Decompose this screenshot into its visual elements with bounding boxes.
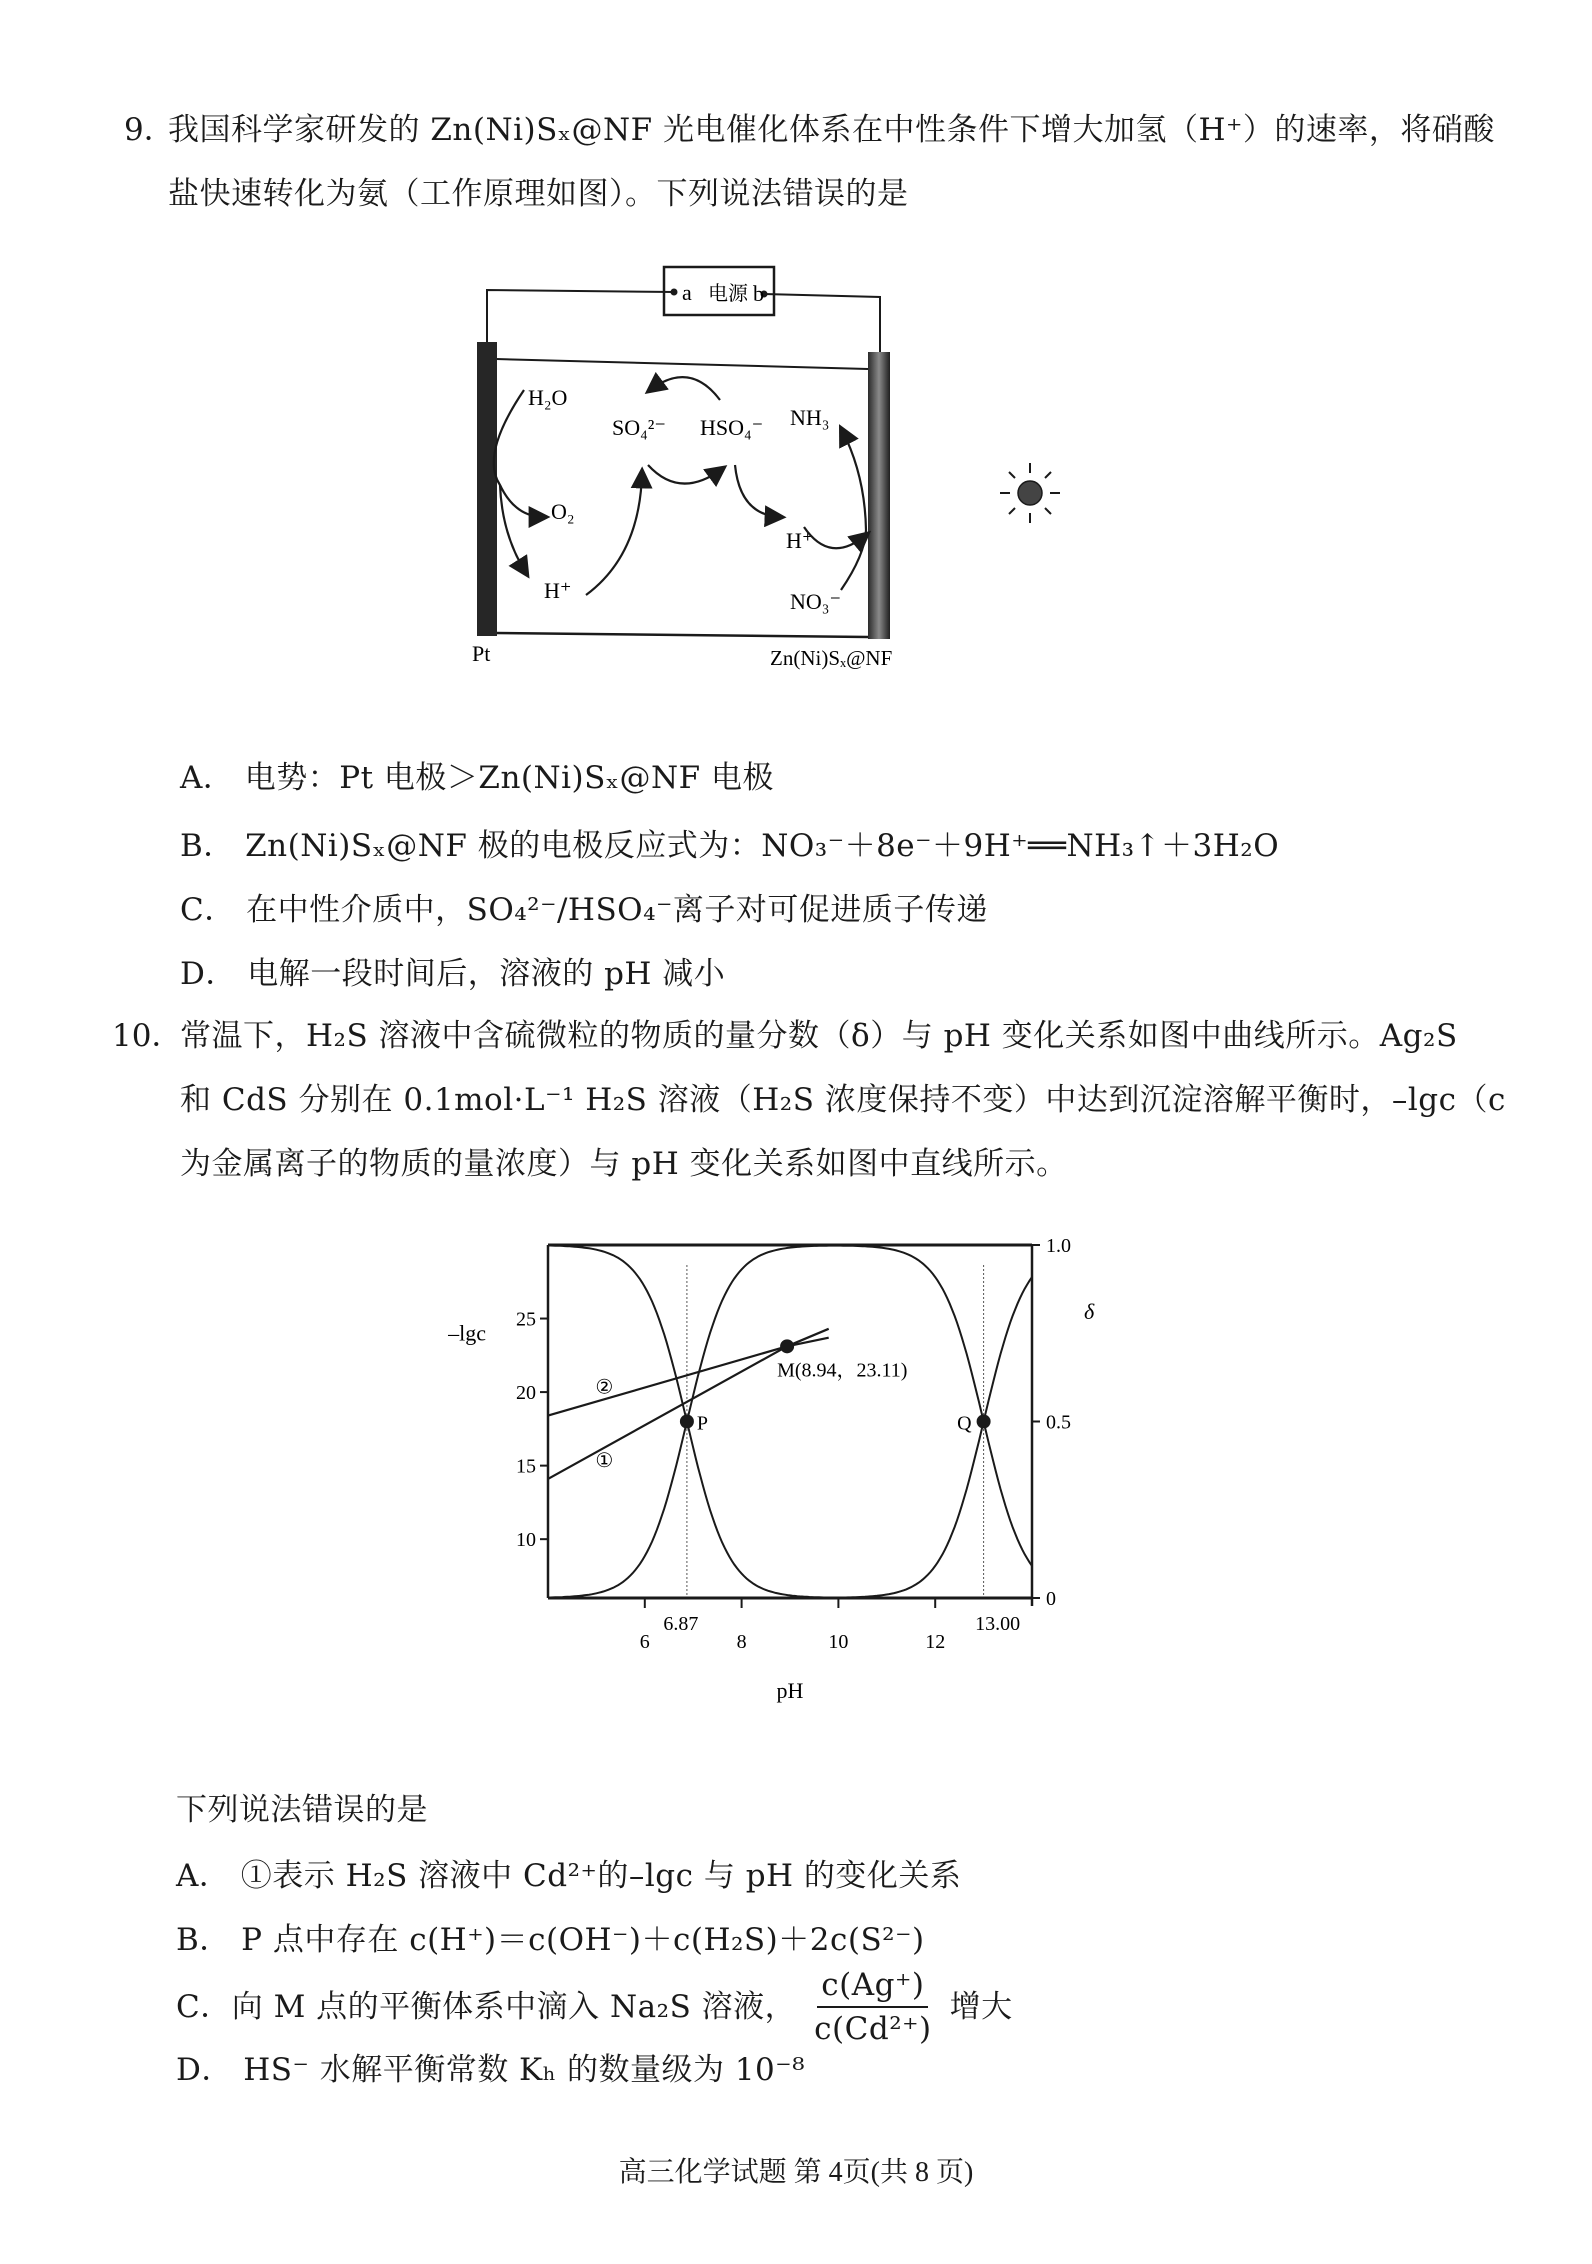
electrolysis-diagram (460, 255, 1100, 675)
q10-prompt: 下列说法错误的是 (176, 1792, 428, 1828)
y-tick-label-right: 1.0 (1046, 1235, 1071, 1257)
q10-option-d[interactable] (176, 2050, 805, 2090)
q10-stem-line2: 和 CdS 分别在 0.1mol·L⁻¹ H₂S 溶液（H₂S 浓度保持不变）中达到沉淀溶解平衡时，–lgc（c (180, 1082, 1506, 1118)
page-footer: 高三化学试题 第 4页(共 8 页) (618, 2157, 974, 2188)
species-h-left: H⁺ (544, 578, 572, 603)
y-tick-label-left: 15 (516, 1455, 536, 1478)
point-q (977, 1415, 991, 1429)
ratio-denominator: c(Cd²⁺) (814, 2011, 932, 2047)
chart-labels (447, 1235, 1095, 1703)
pt-label: Pt (472, 641, 491, 666)
q9-option-c[interactable] (180, 890, 988, 930)
left-axis-label: –lgc (448, 1320, 486, 1346)
pt-electrode (477, 342, 497, 636)
pka-label: 13.00 (975, 1613, 1021, 1635)
q9-option-c-text: 在中性介质中，SO₄²⁻/HSO₄⁻离子对可促进质子传递 (246, 892, 988, 928)
q9-option-b-letter: B． (180, 828, 235, 864)
right-axis-label: δ (1084, 1299, 1095, 1325)
q10-stem-line1: 常温下，H₂S 溶液中含硫微粒的物质的量分数（δ）与 pH 变化关系如图中曲线所示。Ag₂S (180, 1018, 1458, 1054)
x-axis-label: pH (776, 1678, 804, 1703)
species-nh3: NH₃ (790, 405, 830, 430)
q10-option-c-letter: C． (176, 1989, 232, 2025)
q10-option-c[interactable] (176, 1966, 1013, 2048)
point-p (680, 1415, 694, 1429)
q10-option-b-text: P 点中存在 c(H⁺)＝c(OH⁻)＋c(H₂S)＋2c(S²⁻) (241, 1922, 925, 1958)
ratio-numerator: c(Ag⁺) (817, 1966, 928, 2008)
power-label: 电源 (708, 283, 748, 305)
q10-option-b[interactable] (176, 1920, 925, 1960)
q10-option-d-letter: D． (176, 2052, 233, 2088)
y-tick-label-left: 20 (516, 1382, 536, 1405)
q10-option-c-suffix: 增大 (949, 1989, 1013, 2025)
q10-stem-line3: 为金属离子的物质的量浓度）与 pH 变化关系如图中直线所示。 (180, 1146, 1068, 1182)
q9-option-a-letter: A． (180, 760, 235, 796)
line-label-1: ① (595, 1449, 614, 1472)
species-h2o: H₂O (528, 385, 568, 410)
point-m (780, 1339, 794, 1353)
concentration-ratio (810, 1966, 935, 2048)
y-tick-label-left: 10 (516, 1529, 536, 1552)
q9-option-d-letter: D． (180, 956, 237, 992)
point-label-p: P (696, 1412, 709, 1435)
x-tick-label: 10 (828, 1631, 849, 1653)
species-so4: SO₄²⁻ (612, 415, 667, 440)
point-label-q: Q (957, 1412, 972, 1435)
q9-option-b[interactable] (180, 826, 1279, 866)
y-tick-label-right: 0 (1046, 1588, 1056, 1610)
q10-option-b-letter: B． (176, 1922, 231, 1958)
y-tick-label-left: 25 (516, 1308, 536, 1331)
x-tick-label: 6 (639, 1631, 650, 1653)
q10-option-d-text: HS⁻ 水解平衡常数 Kₕ 的数量级为 10⁻⁸ (243, 2052, 806, 2088)
q9-option-a-text: 电势：Pt 电极＞Zn(Ni)Sₓ@NF 电极 (244, 760, 775, 796)
species-no3: NO₃⁻ (790, 589, 842, 614)
q9-option-d[interactable] (180, 954, 725, 994)
x-tick-label: 8 (736, 1631, 747, 1653)
y-tick-label-right: 0.5 (1046, 1411, 1071, 1434)
q10-option-c-text: 向 M 点的平衡体系中滴入 Na₂S 溶液， (231, 1989, 797, 2025)
x-tick-label: 12 (925, 1631, 946, 1653)
species-hso4: HSO₄⁻ (700, 415, 764, 440)
point-label-m: M(8.94，23.11) (777, 1359, 908, 1382)
power-supply (664, 267, 774, 315)
q9-number: 9． (124, 112, 175, 148)
q9-stem-line2: 盐快速转化为氨（工作原理如图）。下列说法错误的是 (168, 176, 909, 212)
q9-option-a[interactable] (180, 758, 774, 798)
sun-icon (1000, 463, 1060, 523)
line-label-2: ② (595, 1376, 614, 1399)
q10-option-a[interactable] (176, 1856, 961, 1896)
q10-option-a-letter: A． (176, 1858, 231, 1894)
pka-label: 6.87 (663, 1613, 699, 1635)
species-h-right: H⁺ (786, 528, 814, 553)
speciation-chart (420, 1220, 1100, 1720)
q9-option-d-text: 电解一段时间后，溶液的 pH 减小 (247, 956, 726, 992)
znnis-electrode (868, 352, 890, 639)
species-o2: O₂ (551, 499, 575, 524)
terminal-b-label: b (753, 281, 764, 306)
chart-points (680, 1339, 991, 1428)
q9-stem-line1: 我国科学家研发的 Zn(Ni)Sₓ@NF 光电催化体系在中性条件下增大加氢（H⁺）的速率，将硝酸 (168, 112, 1495, 148)
znnis-label: Zn(Ni)Sₓ@NF (770, 646, 893, 670)
q10-number: 10． (112, 1018, 183, 1054)
q9-option-c-letter: C． (180, 892, 236, 928)
terminal-a-label: a (682, 280, 692, 305)
q10-option-a-text: ①表示 H₂S 溶液中 Cd²⁺的–lgc 与 pH 的变化关系 (240, 1858, 962, 1894)
q9-option-b-text: Zn(Ni)Sₓ@NF 极的电极反应式为：NO₃⁻＋8e⁻＋9H⁺══NH₃↑＋3H₂O (245, 828, 1280, 864)
